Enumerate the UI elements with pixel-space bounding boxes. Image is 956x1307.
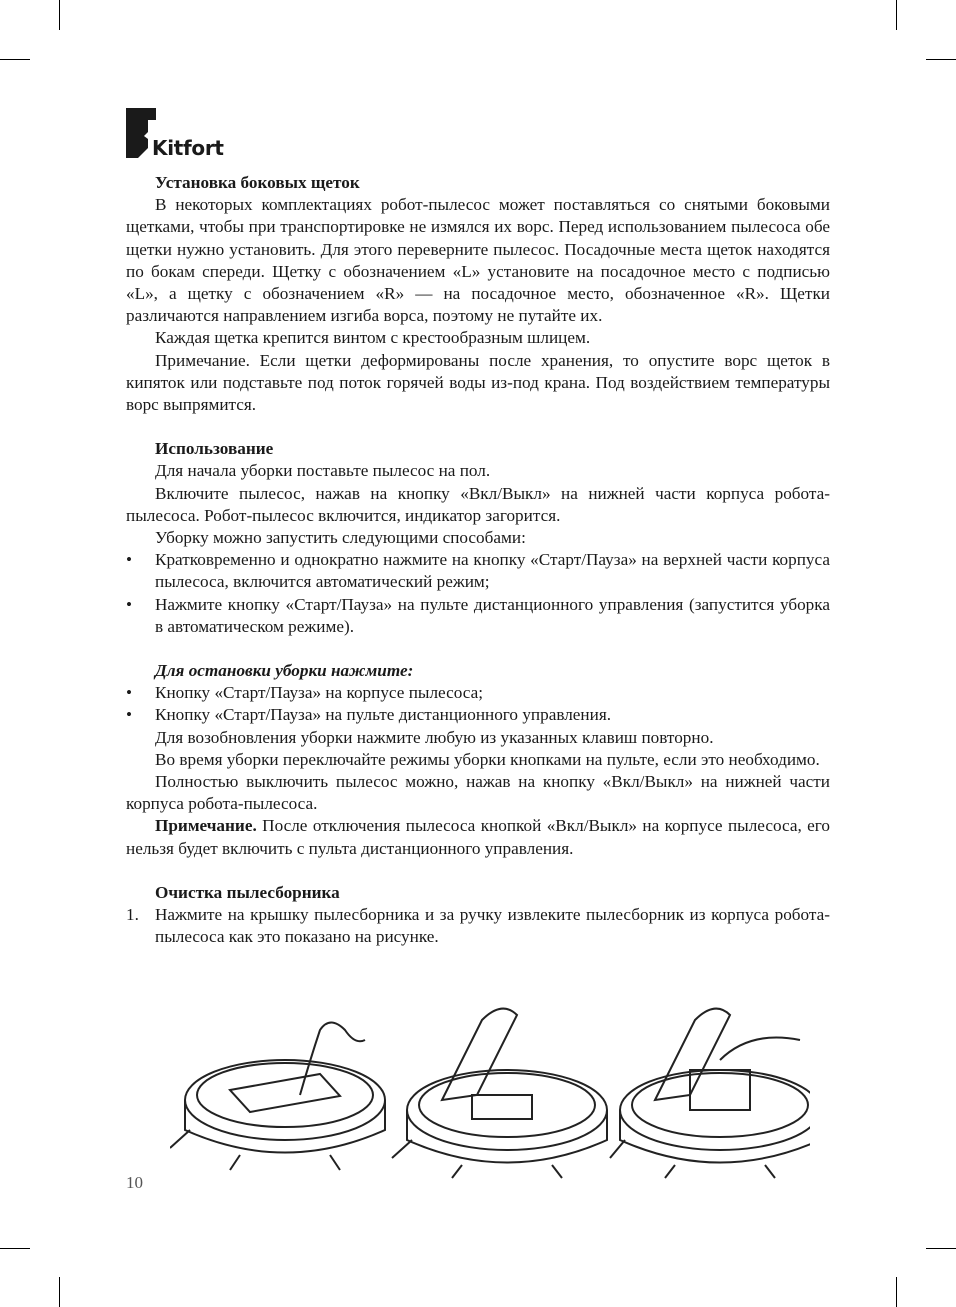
list-item-text: Нажмите на крышку пылесборника и за ручку извлеките пылесборник из корпуса робота-пылесоса как это показано на рисунке.	[155, 905, 830, 947]
bullet-marker: •	[126, 683, 133, 703]
bullet-marker: •	[126, 594, 133, 614]
paragraph: Полностью выключить пылесос можно, нажав на кнопку «Вкл/Выкл» на нижней части корпуса робота-пылесоса.	[126, 772, 830, 814]
note-paragraph	[126, 815, 830, 859]
list-item-text: Нажмите кнопку «Старт/Пауза» на пульте дистанционного управления (запустится уборка в автоматическом режиме).	[155, 594, 830, 636]
paragraph: Во время уборки переключайте режимы уборки кнопками на пульте, если это необходимо.	[155, 749, 820, 769]
page-number: 10	[126, 1173, 143, 1192]
crop-mark-top-left-h	[0, 59, 30, 60]
crop-mark-bottom-right-h	[926, 1248, 956, 1249]
list-item	[126, 682, 830, 704]
list-item-text: Кратковременно и однократно нажмите на кнопку «Старт/Пауза» на верхней части корпуса пылесоса, включится автоматический режим;	[155, 550, 830, 592]
note-label: Примечание.	[155, 816, 257, 836]
robot-figure-1	[170, 1023, 385, 1171]
paragraph: Уборку можно запустить следующими способами:	[155, 528, 526, 548]
paragraph: Для возобновления уборки нажмите любую из указанных клавиш повторно.	[155, 727, 714, 747]
crop-mark-top-right-v	[896, 0, 897, 30]
bullet-marker: •	[126, 550, 133, 570]
crop-mark-top-left-v	[59, 0, 60, 30]
crop-mark-bottom-left-h	[0, 1248, 30, 1249]
paragraph: В некоторых комплектациях робот-пылесос может поставляться со снятыми боковыми щетками, чтобы при транспортировке не измялся их ворс. Перед использованием пылесоса обе щетки нужно установить. Для этого переверните пылесос. Посадочные места щеток находятся по бокам спереди. Щетку с обозначением «L» установите на посадочное место с подписью «L», а щетку с обозначением «R» — на посадочное место, обозначенное «R». Щетки различаются направлением изгиба ворса, поэтому не путайте их.	[126, 195, 830, 326]
crop-mark-bottom-left-v	[59, 1277, 60, 1307]
brand-name: Kitfort	[152, 136, 224, 160]
list-item	[126, 904, 830, 948]
list-item-text: Кнопку «Старт/Пауза» на корпусе пылесоса;	[155, 683, 483, 703]
robot-figure-2	[392, 1009, 607, 1178]
heading-side-brushes: Установка боковых щеток	[155, 173, 360, 192]
heading-dustbin: Очистка пылесборника	[155, 882, 340, 902]
paragraph: Для начала уборки поставьте пылесос на пол.	[155, 461, 491, 481]
crop-mark-bottom-right-v	[896, 1277, 897, 1307]
list-item-text: Кнопку «Старт/Пауза» на пульте дистанционного управления.	[155, 705, 612, 725]
list-item	[126, 594, 830, 638]
paragraph: Примечание. Если щетки деформированы после хранения, то опустите ворс щеток в кипяток или подставьте под поток горячей воды из-под крана. Под воздействием температуры ворс выпрямится.	[126, 350, 830, 415]
heading-stop: Для остановки уборки нажмите:	[155, 661, 414, 681]
page-content	[126, 172, 830, 949]
list-item	[126, 704, 830, 726]
list-item	[126, 549, 830, 593]
paragraph: Каждая щетка крепится винтом с крестообразным шлицем.	[155, 328, 591, 348]
robot-figure-3	[610, 1009, 810, 1178]
dustbin-removal-illustration	[170, 1000, 810, 1180]
paragraph: Включите пылесос, нажав на кнопку «Вкл/Выкл» на нижней части корпуса робота-пылесоса. Робот-пылесос включится, индикатор загорится.	[126, 483, 830, 525]
step-number: 1.	[126, 905, 139, 925]
crop-mark-top-right-h	[926, 59, 956, 60]
bullet-marker: •	[126, 705, 133, 725]
heading-usage: Использование	[155, 439, 274, 459]
note-text: После отключения пылесоса кнопкой «Вкл/Выкл» на корпусе пылесоса, его нельзя будет включить с пульта дистанционного управления.	[126, 816, 830, 858]
